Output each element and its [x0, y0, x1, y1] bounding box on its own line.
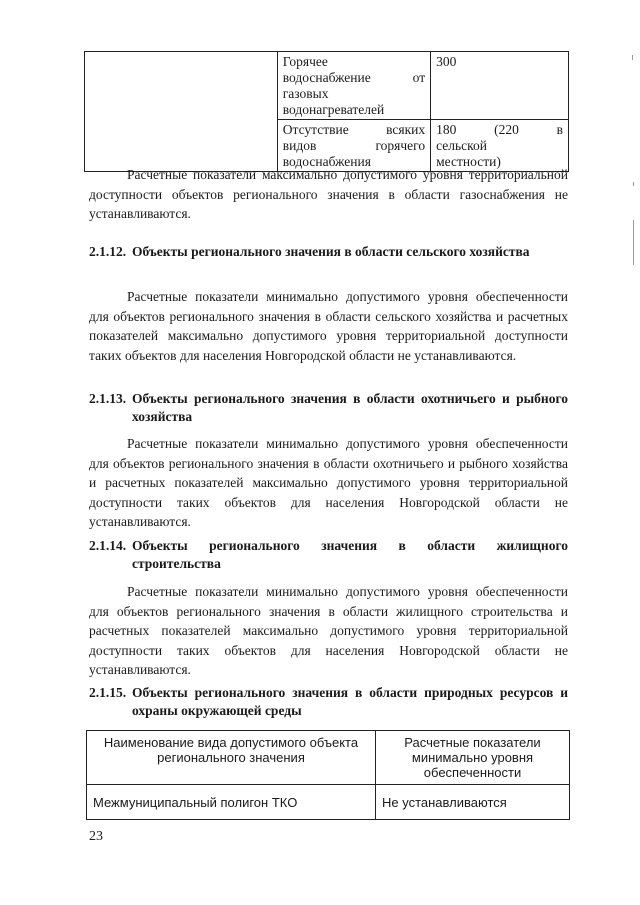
section-title: Объекты регионального значения в области природных ресурсов и охраны окружающей среды	[132, 685, 568, 718]
table-header-row	[87, 731, 570, 785]
paragraph-text: Расчетные показатели максимально допустимого уровня территориальной доступности объектов регионального значения в области газоснабжения не устанавливаются.	[89, 167, 568, 221]
section-heading-2-1-14	[89, 537, 568, 573]
scan-artifact	[632, 55, 633, 60]
paragraph-2-1-12	[89, 287, 568, 365]
table-cell-name	[277, 52, 430, 120]
section-number: 2.1.15.	[89, 685, 127, 700]
hot-water-table	[84, 51, 569, 172]
cell-line: 180 (220 в	[436, 122, 563, 137]
scan-artifact	[633, 182, 634, 186]
paragraph-2-1-14	[89, 582, 568, 680]
column-header-object: Наименование вида допустимого объекта регионального значения	[87, 731, 376, 785]
paragraph-2-1-13	[89, 434, 568, 532]
column-header-indicator: Расчетные показатели минимально уровня обеспеченности	[376, 731, 570, 785]
table-cell-name: Межмуниципальный полигон ТКО	[87, 785, 376, 820]
table-cell-name	[277, 120, 430, 172]
cell-line: 300	[436, 54, 457, 69]
section-number: 2.1.12.	[89, 244, 127, 259]
section-number: 2.1.14.	[89, 538, 127, 553]
paragraph-text: Расчетные показатели минимально допустимого уровня обеспеченности для объектов регионального значения в области охотничьего и рыбного хозяйства и расчетных показателей максимально допустимого уровня территориальной доступности таких объектов для населения Новгородской области не устанавливаются.	[89, 436, 568, 529]
table-row	[87, 785, 570, 820]
cell-line: водоснабжения	[282, 154, 371, 169]
table-cell-empty	[85, 52, 278, 172]
section-heading-2-1-12	[89, 243, 568, 261]
cell-line: водонагревателей	[282, 102, 385, 117]
section-title: Объекты регионального значения в области жилищного строительства	[132, 538, 568, 571]
paragraph-text: Расчетные показатели минимально допустимого уровня обеспеченности для объектов регионального значения в области жилищного строительства и расчетных показателей максимально допустимого уровня территориальной доступности таких объектов для населения Новгородской области не устанавливаются.	[89, 584, 568, 677]
cell-line: газовых	[282, 86, 329, 101]
cell-line: сельской	[436, 138, 488, 153]
section-heading-2-1-15	[89, 684, 568, 720]
cell-line: местности)	[436, 154, 501, 169]
cell-line: Горячее	[282, 54, 328, 69]
section-number: 2.1.13.	[89, 391, 127, 406]
environment-table	[86, 730, 570, 820]
table-cell-value	[431, 52, 569, 120]
table-row	[85, 52, 569, 120]
cell-line: видов горячего	[282, 138, 426, 153]
scan-artifact	[633, 220, 634, 265]
section-title: Объекты регионального значения в области охотничьего и рыбного хозяйства	[132, 391, 568, 424]
section-title: Объекты регионального значения в области сельского хозяйства	[132, 244, 530, 259]
section-heading-2-1-13	[89, 390, 568, 426]
table-cell-value: Не устанавливаются	[376, 785, 570, 820]
paragraph-gas	[89, 165, 568, 224]
table-cell-value	[431, 120, 569, 172]
cell-line: Отсутствие всяких	[282, 122, 426, 137]
paragraph-text: Расчетные показатели минимально допустимого уровня обеспеченности для объектов регионального значения в области сельского хозяйства и расчетных показателей максимально допустимого уровня территориальной доступности таких объектов для населения Новгородской области не устанавливаются.	[89, 289, 568, 363]
cell-line: водоснабжение от	[282, 70, 426, 85]
page-number: 23	[89, 829, 103, 844]
